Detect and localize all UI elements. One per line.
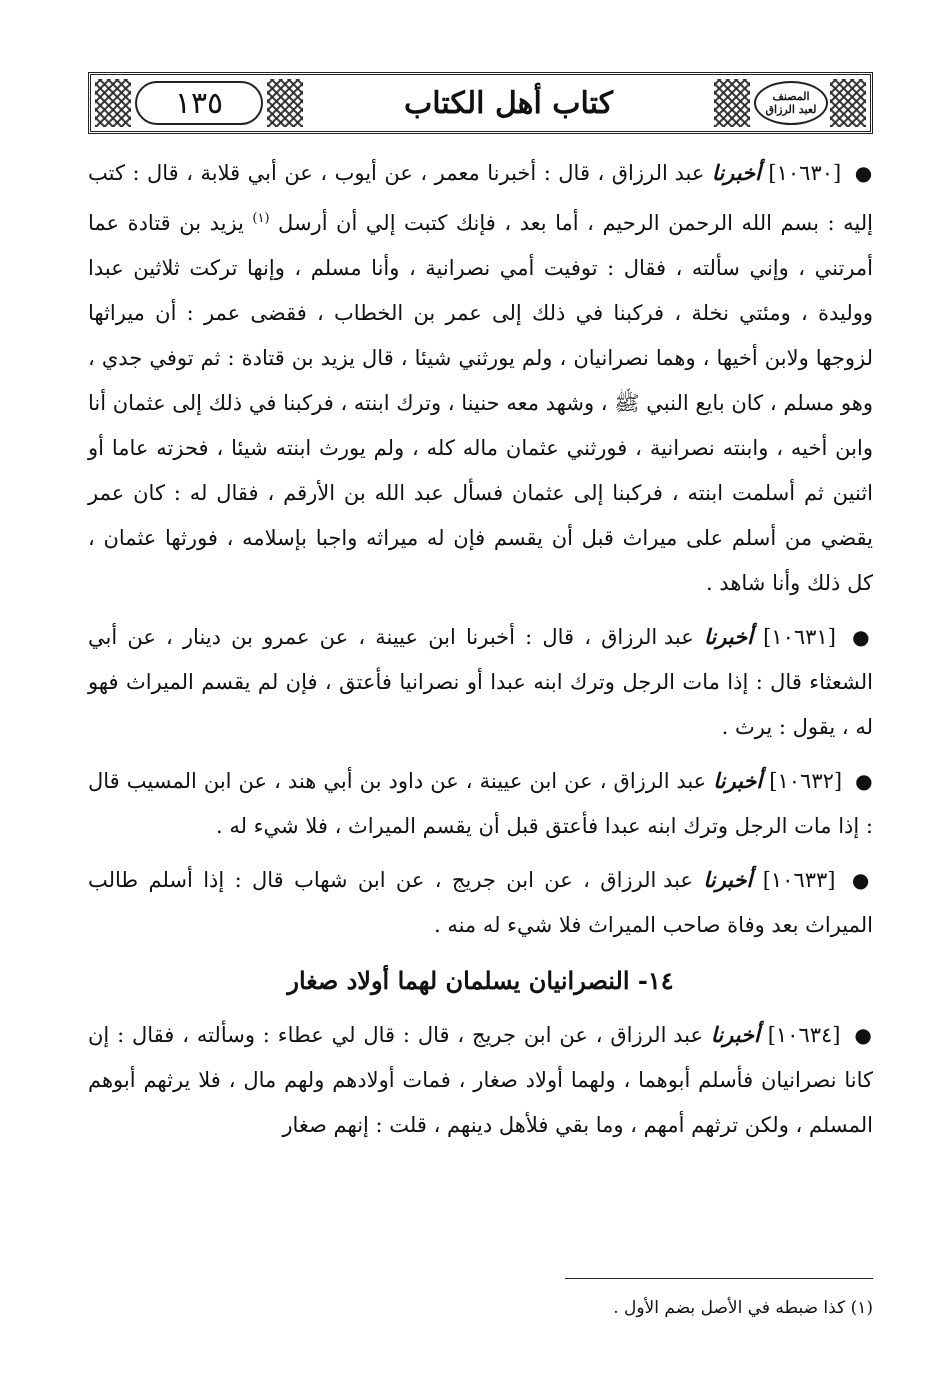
section-heading: ١٤- النصرانيان يسلمان لهما أولاد صغار — [287, 966, 674, 995]
hadith-text-cont: يزيد بن قتادة عما أمرتني ، وإني سألته ، فقال : توفيت أمي نصرانية ، وأنا مسلم ، وإنها تركت ثلاثين عبدا ووليدة ، ومئتي نخلة ، فركبنا في ذلك إلى عمر بن الخطاب ، فقضى عمر : أن ميراثها لزوجها ولابن أخيها ، وهما نصرانيان ، ولم يورثني شيئا ، قال يزيد بن قتادة : ثم توفي جدي ، وهو مسلم ، كان بايع النبي ﷺ ، وشهد معه حنينا ، وترك ابنته ، فركبنا في ذلك إلى عثمان أنا وابن أخيه ، وابنته نصرانية ، فورثني عثمان ماله كله ، ولم يورث ابنته شيئا ، فحزته عاما أو اثنين ثم أسلمت ابنته ، فركبنا إلى عثمان فسأل عبد الله بن الأرقم ، فقال له : كان عمر يقضي من أسلم على ميراث قبل أن يقسم فإن له ميراثه واجبا بإسلامه ، فورثها عثمان ، كل ذلك وأنا شاهد . — [88, 211, 873, 595]
logo-line-2: لعبد الرزاق — [765, 103, 817, 116]
publisher-logo — [754, 81, 828, 125]
hadith-number: [١٠٦٣٤] — [767, 1023, 841, 1047]
hadith-text: عبد الرزاق ، عن ابن جريج ، قال : قال لي عطاء : وسألته ، فقال : إن كانا نصرانيان فأسلم أبوهما ، ولهما أولاد صغار ، فمات أولادهم ولهم مال ، فلا يرثهم أبوهم المسلم ، ولكن ترثهم أمهم ، وما بقي فلأهل دينهم ، قلت : إنهم صغار — [88, 1023, 873, 1137]
akhbarana: أخبرنا — [710, 1022, 760, 1047]
hadith-paragraph — [88, 857, 873, 948]
hadith-paragraph — [88, 1012, 873, 1148]
page-body — [88, 150, 873, 1156]
akhbarana: أخبرنا — [703, 624, 753, 649]
hadith-paragraph — [88, 758, 873, 849]
book-title: كتاب أهل الكتاب — [307, 79, 710, 127]
bullet: ● — [855, 769, 873, 793]
akhbarana: أخبرنا — [703, 867, 753, 892]
hadith-number: [١٠٦٣١] — [763, 625, 836, 649]
hadith-text: عبد الرزاق ، قال : أخبرنا ابن عيينة ، عن عمرو بن دينار ، عن أبي الشعثاء قال : إذا مات الرجل وترك ابنه عبدا أو نصرانيا فأعتق ، فإن لم يقسم الميراث فهو له ، يقول : يرث . — [88, 625, 873, 739]
hadith-number: [١٠٦٣٢] — [769, 769, 843, 793]
bullet: ● — [851, 868, 874, 892]
running-header — [88, 72, 873, 134]
footnote: (١) كذا ضبطه في الأصل بضم الأول . — [613, 1298, 873, 1318]
hadith-number: [١٠٦٣٠] — [768, 161, 842, 185]
bullet: ● — [852, 625, 873, 649]
hadith-paragraph — [88, 614, 873, 750]
bullet: ● — [854, 1023, 873, 1047]
page-number: ١٣٥ — [135, 81, 263, 125]
ornament-right-inner — [714, 79, 750, 127]
bullet: ● — [854, 161, 873, 185]
footnote-marker: (١) — [252, 211, 270, 226]
akhbarana: أخبرنا — [711, 160, 761, 185]
hadith-text: عبد الرزاق ، قال : أخبرنا معمر ، عن أيوب ، عن أبي قلابة ، قال : كتب إليه : بسم الله الرحمن الرحيم ، أما بعد ، فإنك كتبت إلي أن أرسل — [88, 161, 873, 235]
ornament-right-outer — [830, 79, 866, 127]
hadith-text: عبد الرزاق ، عن ابن عيينة ، عن داود بن أبي هند ، عن ابن المسيب قال : إذا مات الرجل وترك ابنه عبدا فأعتق قبل أن يقسم الميراث ، فلا شيء له . — [88, 769, 873, 838]
hadith-paragraph — [88, 150, 873, 606]
footnote-separator — [565, 1278, 873, 1279]
akhbarana: أخبرنا — [713, 768, 763, 793]
hadith-number: [١٠٦٣٣] — [762, 868, 836, 892]
logo-line-1: المصنف — [772, 90, 810, 103]
ornament-left-inner — [267, 79, 303, 127]
ornament-left-outer — [95, 79, 131, 127]
hadith-text: عبد الرزاق ، عن ابن جريج ، عن ابن شهاب قال : إذا أسلم طالب الميراث بعد وفاة صاحب الميراث فلا شيء له منه . — [88, 868, 873, 937]
